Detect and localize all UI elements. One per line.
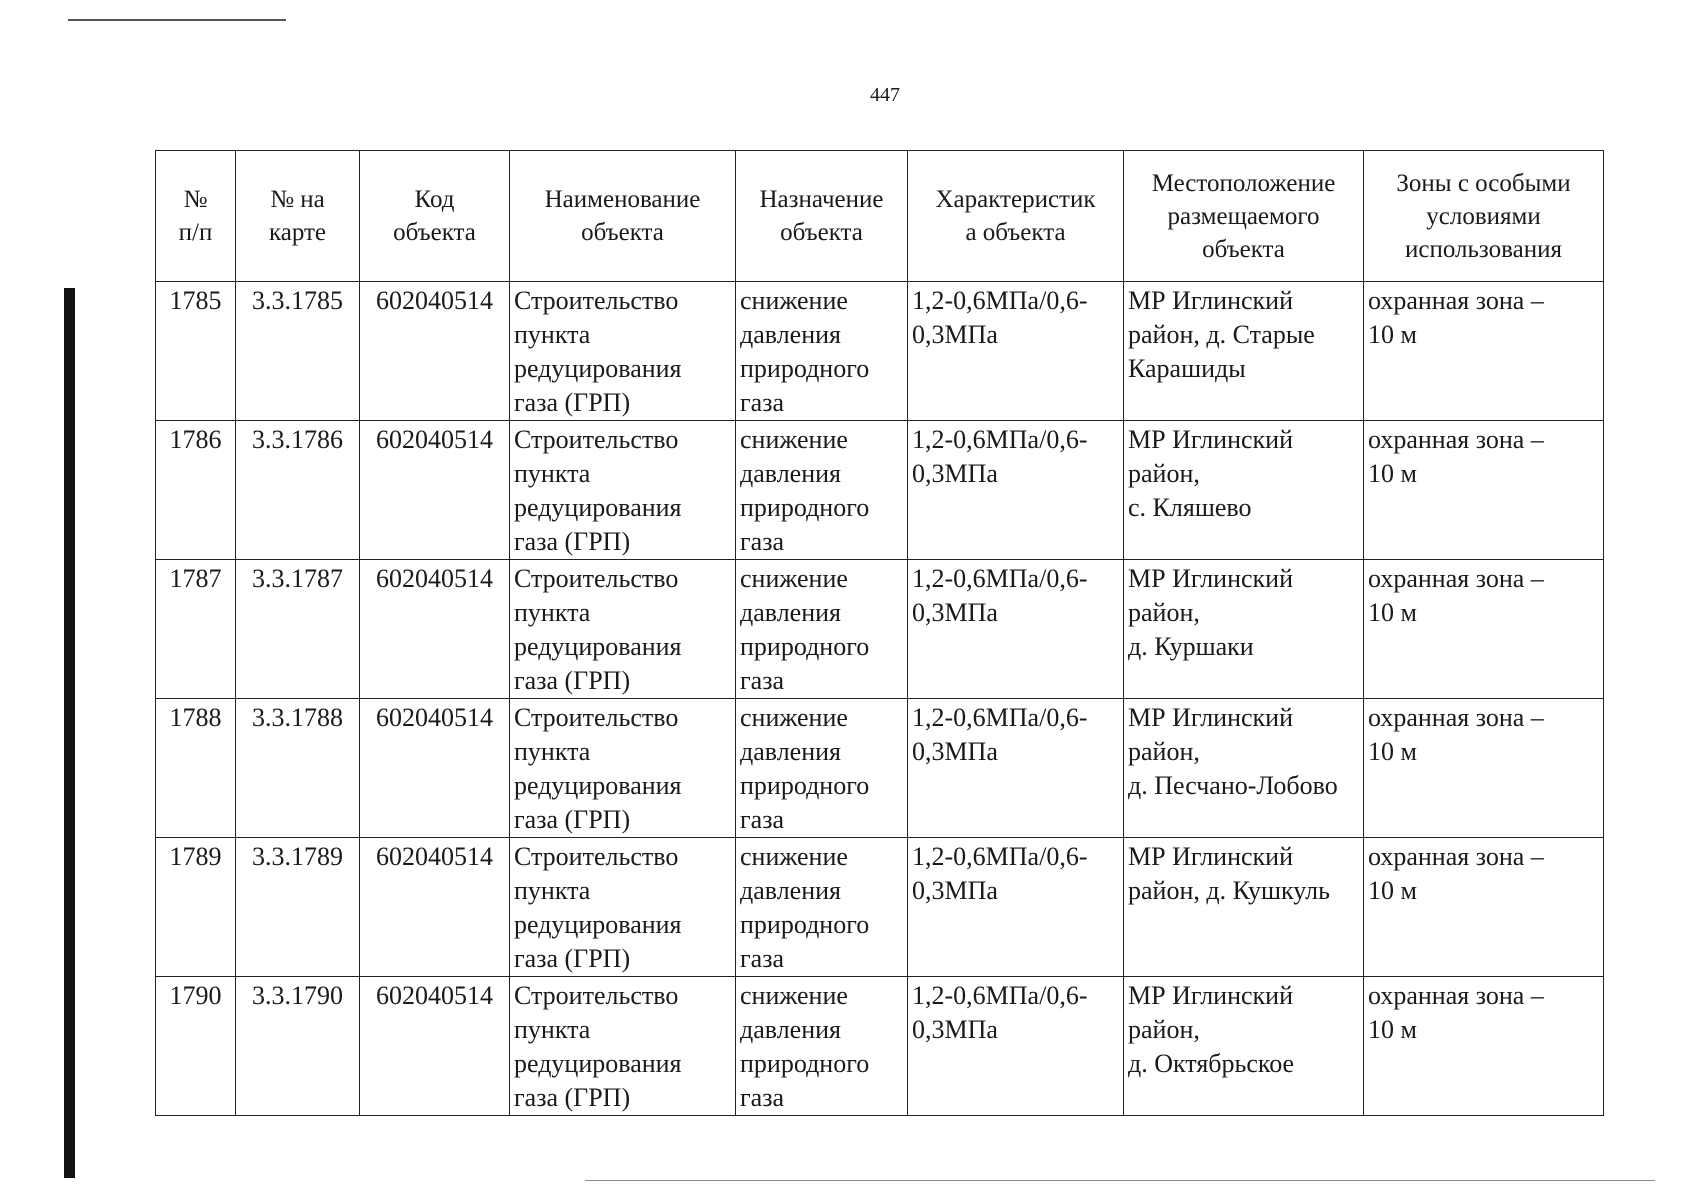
cell-object-purpose: снижение давления природного газа bbox=[736, 282, 908, 421]
cell-object-code: 602040514 bbox=[360, 699, 510, 838]
cell-object-code: 602040514 bbox=[360, 977, 510, 1116]
cell-special-zone: охранная зона – 10 м bbox=[1364, 282, 1604, 421]
table-row bbox=[156, 838, 1604, 977]
cell-object-name: Строительство пункта редуцирования газа (ГРП) bbox=[510, 560, 736, 699]
cell-object-characteristic: 1,2-0,6МПа/0,6- 0,3МПа bbox=[908, 699, 1124, 838]
bottom-rule bbox=[585, 1180, 1655, 1181]
header-map-number: № на карте bbox=[236, 151, 360, 282]
cell-object-name: Строительство пункта редуцирования газа (ГРП) bbox=[510, 838, 736, 977]
cell-row-number: 1787 bbox=[156, 560, 236, 699]
cell-object-location: МР Иглинский район, д. Кушкуль bbox=[1124, 838, 1364, 977]
table-row bbox=[156, 699, 1604, 838]
cell-object-name: Строительство пункта редуцирования газа (ГРП) bbox=[510, 977, 736, 1116]
cell-object-code: 602040514 bbox=[360, 421, 510, 560]
cell-object-characteristic: 1,2-0,6МПа/0,6- 0,3МПа bbox=[908, 977, 1124, 1116]
cell-object-characteristic: 1,2-0,6МПа/0,6- 0,3МПа bbox=[908, 282, 1124, 421]
table-row bbox=[156, 282, 1604, 421]
cell-row-number: 1788 bbox=[156, 699, 236, 838]
header-object-name: Наименование объекта bbox=[510, 151, 736, 282]
cell-row-number: 1785 bbox=[156, 282, 236, 421]
cell-object-name: Строительство пункта редуцирования газа (ГРП) bbox=[510, 282, 736, 421]
cell-object-purpose: снижение давления природного газа bbox=[736, 421, 908, 560]
scan-edge-bar bbox=[64, 288, 75, 1178]
cell-row-number: 1789 bbox=[156, 838, 236, 977]
cell-object-code: 602040514 bbox=[360, 560, 510, 699]
cell-object-characteristic: 1,2-0,6МПа/0,6- 0,3МПа bbox=[908, 560, 1124, 699]
cell-object-code: 602040514 bbox=[360, 282, 510, 421]
cell-object-purpose: снижение давления природного газа bbox=[736, 838, 908, 977]
header-object-code: Код объекта bbox=[360, 151, 510, 282]
cell-special-zone: охранная зона – 10 м bbox=[1364, 977, 1604, 1116]
cell-object-characteristic: 1,2-0,6МПа/0,6- 0,3МПа bbox=[908, 838, 1124, 977]
cell-row-number: 1786 bbox=[156, 421, 236, 560]
cell-object-location: МР Иглинский район, с. Кляшево bbox=[1124, 421, 1364, 560]
header-object-characteristic: Характеристик а объекта bbox=[908, 151, 1124, 282]
cell-special-zone: охранная зона – 10 м bbox=[1364, 560, 1604, 699]
top-rule bbox=[68, 19, 286, 21]
cell-special-zone: охранная зона – 10 м bbox=[1364, 699, 1604, 838]
cell-special-zone: охранная зона – 10 м bbox=[1364, 421, 1604, 560]
cell-object-purpose: снижение давления природного газа bbox=[736, 977, 908, 1116]
cell-object-code: 602040514 bbox=[360, 838, 510, 977]
header-row-number: № п/п bbox=[156, 151, 236, 282]
cell-object-location: МР Иглинский район, д. Старые Карашиды bbox=[1124, 282, 1364, 421]
table-row bbox=[156, 421, 1604, 560]
objects-table bbox=[155, 150, 1604, 1116]
cell-map-number: 3.3.1787 bbox=[236, 560, 360, 699]
cell-row-number: 1790 bbox=[156, 977, 236, 1116]
cell-map-number: 3.3.1785 bbox=[236, 282, 360, 421]
table-row bbox=[156, 560, 1604, 699]
header-special-zones: Зоны с особыми условиями использования bbox=[1364, 151, 1604, 282]
cell-map-number: 3.3.1789 bbox=[236, 838, 360, 977]
page-number: 447 bbox=[870, 84, 900, 106]
cell-object-name: Строительство пункта редуцирования газа (ГРП) bbox=[510, 421, 736, 560]
header-object-purpose: Назначение объекта bbox=[736, 151, 908, 282]
cell-object-characteristic: 1,2-0,6МПа/0,6- 0,3МПа bbox=[908, 421, 1124, 560]
cell-map-number: 3.3.1790 bbox=[236, 977, 360, 1116]
cell-object-purpose: снижение давления природного газа bbox=[736, 699, 908, 838]
cell-object-location: МР Иглинский район, д. Октябрьское bbox=[1124, 977, 1364, 1116]
table-row bbox=[156, 977, 1604, 1116]
cell-map-number: 3.3.1788 bbox=[236, 699, 360, 838]
table-header-row bbox=[156, 151, 1604, 282]
cell-map-number: 3.3.1786 bbox=[236, 421, 360, 560]
cell-object-location: МР Иглинский район, д. Песчано-Лобово bbox=[1124, 699, 1364, 838]
header-object-location: Местоположение размещаемого объекта bbox=[1124, 151, 1364, 282]
cell-special-zone: охранная зона – 10 м bbox=[1364, 838, 1604, 977]
cell-object-name: Строительство пункта редуцирования газа (ГРП) bbox=[510, 699, 736, 838]
cell-object-purpose: снижение давления природного газа bbox=[736, 560, 908, 699]
cell-object-location: МР Иглинский район, д. Куршаки bbox=[1124, 560, 1364, 699]
